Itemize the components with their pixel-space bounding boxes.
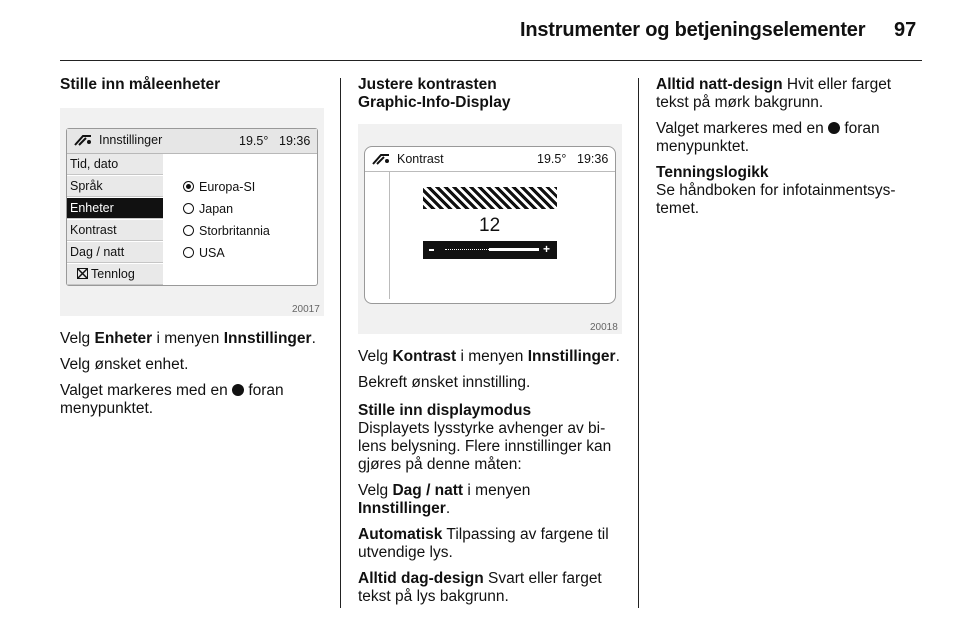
contrast-slider[interactable] (423, 241, 557, 259)
contrast-value: 12 (479, 215, 501, 236)
section-heading: Stille inn displaymodus (358, 402, 532, 419)
column-1-text (60, 330, 328, 426)
radio-icon[interactable] (183, 247, 194, 258)
header-rule (60, 60, 922, 61)
contrast-figure (358, 124, 622, 334)
unit-option[interactable]: Storbritannia (183, 221, 270, 241)
paragraph: Valget markeres med en foran menypunktet. (60, 382, 284, 417)
page-number: 97 (894, 19, 917, 41)
section-heading: Tenningslogikk (656, 164, 769, 181)
menu-item[interactable]: Enheter (67, 198, 163, 219)
radio-icon[interactable] (183, 203, 194, 214)
settings-icon (73, 133, 93, 147)
slider-fill (489, 248, 539, 251)
menu-item[interactable]: Tid, dato (67, 154, 163, 175)
radio-icon[interactable] (183, 225, 194, 236)
column-divider (340, 78, 341, 608)
slider-track (445, 249, 489, 250)
screen-title-bar (365, 147, 615, 172)
minus-icon[interactable] (429, 249, 434, 251)
paragraph: Velg Kontrast i menyen Innstillinger. (358, 348, 620, 365)
menu-item[interactable]: Språk (67, 176, 163, 197)
unit-option[interactable]: USA (183, 243, 225, 263)
header-title: Instrumenter og betjeningselementer (520, 19, 866, 41)
paragraph: Velg Dag / natt i menyen Innstillinger. (358, 482, 531, 517)
column-1 (60, 76, 328, 94)
paragraph: Displayets lysstyrke avhenger av bilens belysning. Flere innstillinger kan gjøres på denne måten: (358, 420, 612, 473)
bullet-dot-icon (828, 122, 840, 134)
contrast-screen (364, 146, 616, 304)
column-2-text (358, 348, 628, 614)
settings-screen (66, 128, 318, 286)
clock: 19:36 (577, 152, 609, 166)
paragraph: Alltid dag-design Svart eller farget tekst på lys bakgrunn. (358, 570, 602, 605)
menu-item[interactable]: Kontrast (67, 220, 163, 241)
paragraph: Bekreft ønsket innstilling. (358, 374, 531, 391)
column-2 (358, 76, 626, 112)
settings-icon (371, 152, 391, 166)
paragraph: Velg ønsket enhet. (60, 356, 189, 373)
column-3 (656, 76, 924, 226)
unit-option[interactable]: Japan (183, 199, 233, 219)
temperature: 19.5° (239, 134, 269, 148)
figure-number: 20017 (292, 304, 320, 315)
paragraph: Velg Enheter i menyen Innstillinger. (60, 330, 316, 347)
clock: 19:36 (279, 134, 311, 148)
radio-icon[interactable] (183, 181, 194, 192)
unit-option[interactable]: Europa-SI (183, 177, 255, 197)
screen-title: Kontrast (397, 152, 444, 166)
screen-title: Innstillinger (99, 133, 163, 147)
paragraph: Valget markeres med en foran menypunktet. (656, 120, 880, 155)
paragraph: Automatisk Tilpassing av fargene til utvendige lys. (358, 526, 609, 561)
temperature: 19.5° (537, 152, 567, 166)
figure-number: 20018 (590, 322, 618, 333)
section-heading: Stille inn måleenheter (60, 76, 221, 93)
paragraph: Se håndboken for infotainmentsystemet. (656, 182, 896, 217)
paragraph: Alltid natt-design Hvit eller farget tekst på mørk bakgrunn. (656, 76, 892, 111)
screen-side-panel (373, 171, 390, 299)
screen-title-bar (67, 129, 317, 154)
contrast-pattern (423, 187, 557, 209)
menu-item[interactable]: Dag / natt (67, 242, 163, 263)
checkbox-icon[interactable] (77, 268, 88, 279)
bullet-dot-icon (232, 384, 244, 396)
column-divider (638, 78, 639, 608)
section-heading: Graphic-Info-Display (358, 94, 511, 111)
units-figure (60, 108, 324, 316)
section-heading: Justere kontrasten (358, 76, 497, 93)
plus-icon[interactable]: + (543, 242, 551, 256)
menu-item[interactable]: Tennlog (67, 264, 163, 285)
